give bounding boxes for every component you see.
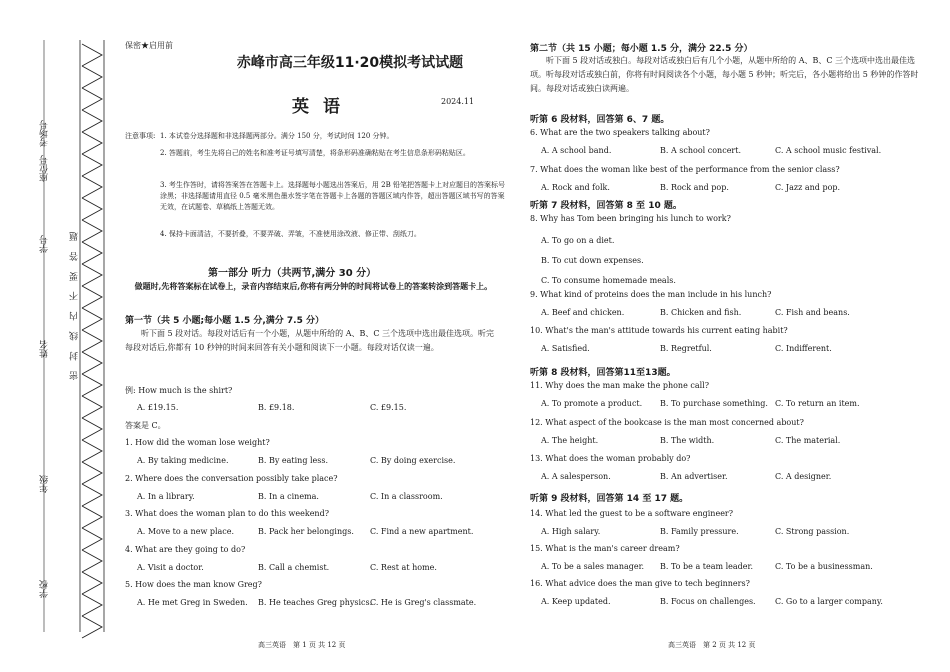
option-a: A. To go on a diet. (541, 236, 615, 245)
option-c: C. To consume homemade meals. (541, 276, 676, 285)
chevron-mark (82, 506, 102, 528)
example-option-a: A. £19.15. (137, 403, 179, 412)
chevron-mark (82, 286, 102, 308)
name-label: 姓名 (40, 340, 50, 358)
option-b: B. Pack her belongings. (258, 527, 354, 536)
option-a: A. Visit a doctor. (137, 562, 204, 572)
chevron-mark (82, 550, 102, 572)
option-a: A. Keep updated. (541, 597, 611, 606)
question-stem: 9. What kind of proteins does the man include in his lunch? (530, 290, 772, 299)
part1-intro: 做题时,先将答案标在试卷上，录音内容结束后,你将有两分钟的时间将试卷上的答案转涂到答题卡上。 (134, 281, 493, 291)
chevron-mark (82, 462, 102, 484)
chevron-mark (82, 88, 102, 110)
option-b: B. To be a team leader. (660, 562, 754, 571)
option-b: B. He teaches Greg physics. (258, 598, 373, 607)
group-heading: 听第 6 段材料，回答第 6、7 题。 (530, 115, 670, 125)
question-stem: 4. What are they going to do? (125, 544, 246, 554)
note-item: 3. 考生作答时，请将答案答在答题卡上。选择题每小题选出答案后，用 2B 铅笔把答题卡上对应题目的答案标号涂黑；非选择题请用直径 0.5 毫米黑色墨水签字笔在答题卡上各题的答题区域内作答，超出答题区域书写的答案无效，在试题卷、草稿纸上答题无效。 (160, 181, 505, 211)
option-c: C. A designer. (775, 472, 832, 481)
question-stem: 2. Where does the conversation possibly take place? (125, 473, 338, 483)
option-c: C. Fish and beans. (775, 308, 850, 317)
option-c: C. Find a new apartment. (370, 527, 474, 536)
example-question: 例: How much is the shirt? (125, 386, 233, 395)
option-b: B. To purchase something. (660, 399, 768, 408)
school-label: 学校 (40, 580, 50, 598)
example-option-c: C. £9.15. (370, 403, 407, 412)
chevron-mark (82, 418, 102, 440)
chevron-mark (82, 572, 102, 594)
seal-line-text: 密 封 线 内 不 要 答 题 (70, 228, 80, 381)
chevron-mark (82, 154, 102, 176)
option-b: B. By eating less. (258, 456, 329, 465)
chevron-mark (82, 176, 102, 198)
question-stem: 14. What led the guest to be a software engineer? (530, 509, 734, 518)
question-stem: 16. What advice does the man give to tech beginners? (530, 579, 750, 588)
chevron-mark (82, 396, 102, 418)
group-heading: 听第 7 段材料，回答第 8 至 10 题。 (530, 201, 682, 211)
chevron-mark (82, 198, 102, 220)
option-a: A. High salary. (541, 527, 601, 536)
option-c: C. He is Greg's classmate. (370, 598, 477, 607)
note-item: 2. 答题前，考生先将自己的姓名和准考证号填写清楚，将条形码准确粘贴在考生信息条形码粘贴区。 (160, 149, 470, 157)
section1-instructions: 听下面 5 段对话。每段对话后有一个小题，从题中所给的 A、B、C 三个选项中选出最佳选项。听完每段对话后,你都有 10 秒钟的时间来回答有关小题和阅读下一小题。每段对话仅读一遍。 (125, 329, 495, 352)
section2-instructions: 听下面 5 段对话或独白。每段对话或独白后有几个小题，从题中所给的 A、B、C 三个选项中选出最佳选项。听每段对话或独白前，你将有时间阅读各个小题，每小题 5 秒钟；听完后，各小题将给出 5 秒钟的作答时间。每段对话或独白读两遍。 (530, 56, 919, 93)
chevron-mark (82, 594, 102, 616)
exam-room-label: 考场号 (40, 120, 50, 147)
chevron-mark (82, 528, 102, 550)
note-item: 1. 本试卷分选择题和非选择题两部分。满分 150 分，考试时间 120 分钟。 (160, 132, 394, 140)
option-c: C. To return an item. (775, 399, 860, 408)
option-c: C. In a classroom. (370, 491, 443, 501)
question-stem: 8. Why has Tom been bringing his lunch to work? (530, 214, 731, 223)
option-b: B. A school concert. (660, 146, 742, 155)
secret-mark: 保密★启用前 (125, 41, 173, 50)
group-heading: 听第 8 段材料，回答第11至13题。 (530, 368, 676, 378)
option-b: B. Regretful. (660, 344, 712, 353)
option-a: A. In a library. (137, 491, 195, 501)
option-c: C. The material. (775, 436, 841, 445)
option-c: C. Strong passion. (775, 527, 850, 536)
option-b: B. Call a chemist. (258, 562, 330, 572)
example-answer: 答案是 C。 (125, 421, 166, 430)
section1-title: 第一节（共 5 小题;每小题 1.5 分,满分 7.5 分） (125, 316, 324, 326)
option-b: B. Focus on challenges. (660, 597, 756, 606)
option-a: A. Rock and folk. (541, 183, 610, 192)
chevron-mark (82, 44, 102, 66)
note-item: 4. 保持卡面清洁，不要折叠，不要弄破、弄皱，不准使用涂改液、修正带、刮纸刀。 (160, 230, 421, 238)
option-a: A. To promote a product. (541, 399, 643, 408)
option-a: A. Satisfied. (541, 344, 590, 353)
option-b: B. Chicken and fish. (660, 308, 742, 317)
option-a: A. The height. (541, 436, 599, 445)
option-c: C. Jazz and pop. (775, 183, 841, 192)
option-a: A. He met Greg in Sweden. (137, 598, 248, 607)
chevron-mark (82, 440, 102, 462)
question-stem: 5. How does the man know Greg? (125, 580, 262, 589)
option-b: B. Family pressure. (660, 527, 739, 536)
option-c: C. Rest at home. (370, 562, 437, 572)
notes-label: 注意事项: (125, 132, 156, 140)
page-footer-left: 高三英语 第 1 页 共 12 页 (258, 641, 346, 649)
question-stem: 10. What's the man's attitude towards his current eating habit? (530, 326, 788, 335)
subject-title: 英语 (292, 97, 354, 117)
option-b: B. An advertiser. (660, 472, 728, 481)
question-stem: 15. What is the man's career dream? (530, 544, 680, 553)
chevron-mark (82, 66, 102, 88)
option-b: B. In a cinema. (258, 491, 319, 501)
grade-label: 年级 (40, 475, 50, 493)
chevron-mark (82, 132, 102, 154)
section2-title: 第二节（共 15 小题；每小题 1.5 分，满分 22.5 分） (530, 44, 753, 54)
seat-number-label: 座位号 (40, 155, 50, 182)
binding-margin (0, 0, 118, 672)
option-a: A. Move to a new place. (137, 527, 235, 536)
option-c: C. To be a businessman. (775, 562, 873, 571)
question-stem: 12. What aspect of the bookcase is the man most concerned about? (530, 418, 804, 427)
page-footer-right: 高三英语 第 2 页 共 12 页 (668, 641, 756, 649)
group-heading: 听第 9 段材料，回答第 14 至 17 题。 (530, 494, 689, 504)
option-a: A. To be a sales manager. (541, 562, 645, 571)
option-c: C. By doing exercise. (370, 456, 456, 465)
example-option-b: B. £9.18. (258, 403, 295, 412)
option-b: B. To cut down expenses. (541, 256, 644, 265)
chevron-mark (82, 330, 102, 352)
question-stem: 11. Why does the man make the phone call? (530, 381, 710, 390)
chevron-mark (82, 308, 102, 330)
question-stem: 3. What does the woman plan to do this weekend? (125, 509, 329, 518)
option-a: A. Beef and chicken. (541, 308, 625, 317)
chevron-mark (82, 352, 102, 374)
chevron-mark (82, 484, 102, 506)
option-a: A. By taking medicine. (137, 456, 229, 465)
option-c: C. A school music festival. (775, 146, 882, 155)
option-a: A. A school band. (541, 146, 612, 155)
option-b: B. The width. (660, 436, 715, 445)
question-stem: 7. What does the woman like best of the performance from the senior class? (530, 165, 840, 174)
chevron-border-pattern (0, 0, 118, 672)
chevron-mark (82, 242, 102, 264)
option-a: A. A salesperson. (541, 472, 611, 481)
part1-title: 第一部分 听力（共两节,满分 30 分） (208, 268, 377, 279)
question-stem: 1. How did the woman lose weight? (125, 438, 270, 447)
chevron-mark (82, 110, 102, 132)
question-stem: 13. What does the woman probably do? (530, 454, 691, 463)
exam-title: 赤峰市高三年级11·20模拟考试试题 (236, 55, 464, 71)
option-c: C. Go to a larger company. (775, 597, 883, 606)
chevron-mark (82, 220, 102, 242)
question-stem: 6. What are the two speakers talking about? (530, 128, 710, 137)
chevron-mark (82, 374, 102, 396)
option-b: B. Rock and pop. (660, 183, 729, 192)
option-c: C. Indifferent. (775, 344, 832, 353)
student-id-label: 学号 (40, 235, 50, 253)
chevron-mark (82, 264, 102, 286)
chevron-mark (82, 616, 102, 638)
exam-date: 2024.11 (441, 97, 475, 106)
